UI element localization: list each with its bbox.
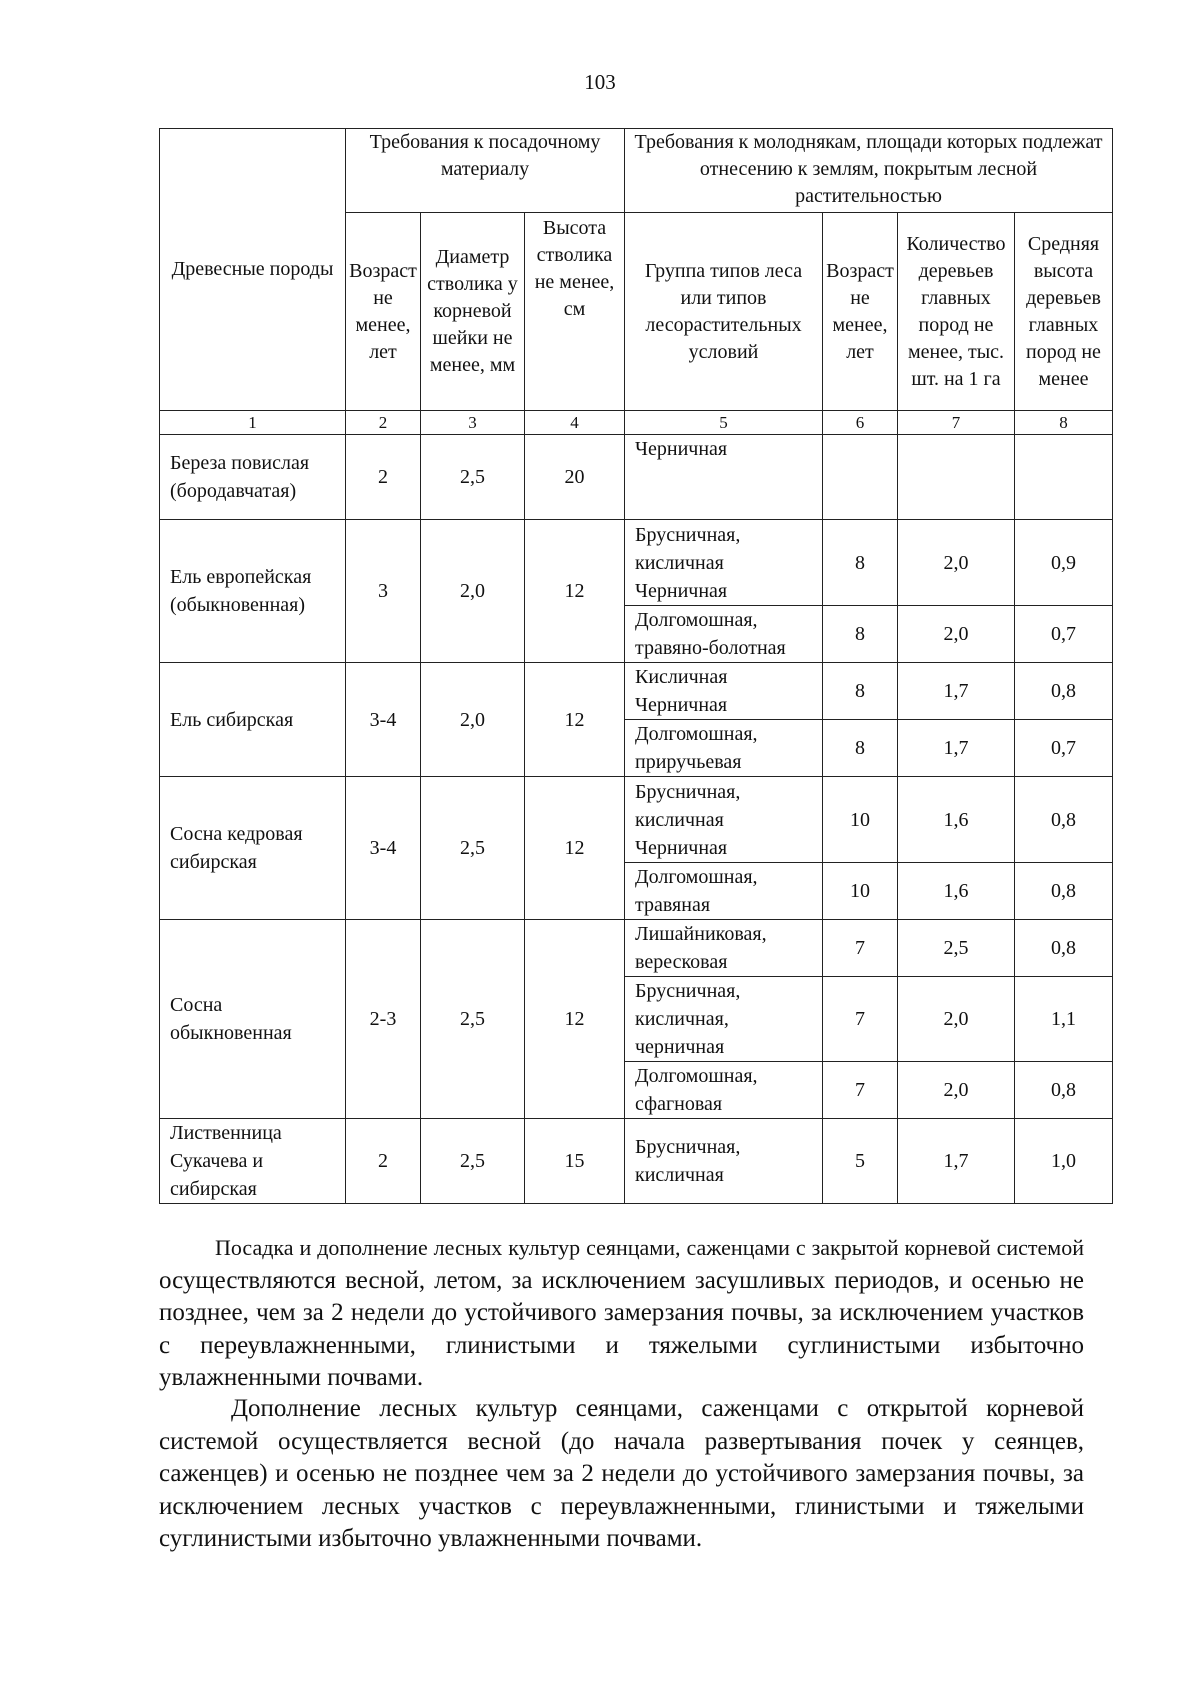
col-number: 5 <box>625 411 823 435</box>
forest-type-cell: Кисличная Черничная <box>625 663 823 720</box>
average-height-cell: 0,8 <box>1015 777 1113 863</box>
header-forest-type: Группа типов леса или типов лесорастительных условий <box>625 213 823 411</box>
young-age-cell: 10 <box>823 863 898 920</box>
col-number: 4 <box>525 411 625 435</box>
species-cell: Сосна кедровая сибирская <box>160 777 346 920</box>
diameter-cell: 2,0 <box>421 663 525 777</box>
tree-count-cell: 2,0 <box>898 1062 1015 1119</box>
young-age-cell: 8 <box>823 663 898 720</box>
header-average-height: Средняя высота деревьев главных пород не менее <box>1015 213 1113 411</box>
average-height-cell: 0,7 <box>1015 720 1113 777</box>
young-age-cell: 7 <box>823 1062 898 1119</box>
header-planting-material: Требования к посадочному материалу <box>346 129 625 213</box>
forest-type-cell: Брусничная, кисличная Черничная <box>625 777 823 863</box>
header-diameter: Диаметр стволика у корневой шейки не менее, мм <box>421 213 525 411</box>
species-cell: Ель европейская (обыкновенная) <box>160 520 346 663</box>
young-age-cell: 8 <box>823 720 898 777</box>
species-cell: Береза повислая (бородавчатая) <box>160 435 346 520</box>
paragraph-closed-root: Посадка и дополнение лесных культур сеянцами, саженцами с закрытой корневой системой осуществляются весной, летом, за исключением засушливых периодов, и осенью не позднее, чем за 2 недели до устойчивого замерзания почвы, за исключением участков с переувлажненными, глинистыми и тяжелыми суглинистыми избыточно увлажненными почвами. <box>159 1235 1084 1391</box>
col-number: 8 <box>1015 411 1113 435</box>
header-tree-count: Количество деревьев главных пород не менее, тыс. шт. на 1 га <box>898 213 1015 411</box>
diameter-cell: 2,5 <box>421 920 525 1119</box>
tree-count-cell: 1,7 <box>898 1119 1015 1204</box>
average-height-cell: 1,0 <box>1015 1119 1113 1204</box>
col-number: 2 <box>346 411 421 435</box>
average-height-cell: 0,8 <box>1015 663 1113 720</box>
header-seedling-age: Возраст не менее, лет <box>346 213 421 411</box>
species-cell: Сосна обыкновенная <box>160 920 346 1119</box>
forest-type-cell: Долгомошная, травяно-болотная <box>625 606 823 663</box>
young-age-cell: 7 <box>823 920 898 977</box>
average-height-cell: 0,8 <box>1015 863 1113 920</box>
stem-height-cell: 12 <box>525 520 625 663</box>
species-cell: Лиственница Сукачева и сибирская <box>160 1119 346 1204</box>
average-height-cell: 0,7 <box>1015 606 1113 663</box>
header-species: Древесные породы <box>160 129 346 411</box>
average-height-cell: 1,1 <box>1015 977 1113 1062</box>
column-numbers-row <box>160 411 1113 435</box>
forest-type-cell: Долгомошная, сфагновая <box>625 1062 823 1119</box>
forest-type-cell: Брусничная, кисличная <box>625 1119 823 1204</box>
col-number: 6 <box>823 411 898 435</box>
seedling-age-cell: 2 <box>346 435 421 520</box>
forest-type-cell: Брусничная, кисличная, черничная <box>625 977 823 1062</box>
diameter-cell: 2,5 <box>421 435 525 520</box>
stem-height-cell: 12 <box>525 920 625 1119</box>
requirements-table <box>159 128 1113 1204</box>
header-stem-height: Высота стволика не менее, см <box>525 213 625 411</box>
table-row <box>160 920 1113 977</box>
seedling-age-cell: 2 <box>346 1119 421 1204</box>
average-height-cell <box>1015 435 1113 520</box>
page-number: 103 <box>584 70 616 94</box>
tree-count-cell <box>898 435 1015 520</box>
col-number: 3 <box>421 411 525 435</box>
tree-count-cell: 1,6 <box>898 777 1015 863</box>
forest-type-cell: Лишайниковая, вересковая <box>625 920 823 977</box>
tree-count-cell: 2,0 <box>898 606 1015 663</box>
young-age-cell: 8 <box>823 520 898 606</box>
stem-height-cell: 12 <box>525 777 625 920</box>
species-cell: Ель сибирская <box>160 663 346 777</box>
stem-height-cell: 15 <box>525 1119 625 1204</box>
young-age-cell: 7 <box>823 977 898 1062</box>
table-row <box>160 1119 1113 1204</box>
table-row <box>160 435 1113 520</box>
tree-count-cell: 1,7 <box>898 720 1015 777</box>
forest-type-cell: Черничная <box>625 435 823 520</box>
seedling-age-cell: 2-3 <box>346 920 421 1119</box>
diameter-cell: 2,5 <box>421 777 525 920</box>
tree-count-cell: 2,0 <box>898 520 1015 606</box>
header-young-growth: Требования к молоднякам, площади которых подлежат отнесению к землям, покрытым лесной растительностью <box>625 129 1113 213</box>
paragraph-open-root: Дополнение лесных культур сеянцами, саженцами с открытой корневой системой осуществляется весной (до начала развертывания почек у сеянцев, саженцев) и осенью не позднее чем за 2 недели до устойчивого замерзания почвы, за исключением лесных участков с переувлажненными, глинистыми и тяжелыми суглинистыми избыточно увлажненными почвами. <box>159 1395 1084 1552</box>
tree-count-cell: 1,6 <box>898 863 1015 920</box>
diameter-cell: 2,5 <box>421 1119 525 1204</box>
stem-height-cell: 20 <box>525 435 625 520</box>
col-number: 1 <box>160 411 346 435</box>
table-body <box>160 129 1113 1204</box>
young-age-cell: 5 <box>823 1119 898 1204</box>
table-row <box>160 663 1113 720</box>
forest-type-cell: Долгомошная, травяная <box>625 863 823 920</box>
tree-count-cell: 1,7 <box>898 663 1015 720</box>
seedling-age-cell: 3-4 <box>346 777 421 920</box>
diameter-cell: 2,0 <box>421 520 525 663</box>
average-height-cell: 0,9 <box>1015 520 1113 606</box>
table-row <box>160 777 1113 863</box>
young-age-cell: 10 <box>823 777 898 863</box>
header-young-age: Возраст не менее, лет <box>823 213 898 411</box>
tree-count-cell: 2,5 <box>898 920 1015 977</box>
young-age-cell: 8 <box>823 606 898 663</box>
col-number: 7 <box>898 411 1015 435</box>
average-height-cell: 0,8 <box>1015 920 1113 977</box>
table-row <box>160 520 1113 606</box>
young-age-cell <box>823 435 898 520</box>
forest-type-cell: Долгомошная, приручьевая <box>625 720 823 777</box>
seedling-age-cell: 3 <box>346 520 421 663</box>
stem-height-cell: 12 <box>525 663 625 777</box>
tree-count-cell: 2,0 <box>898 977 1015 1062</box>
forest-type-cell: Брусничная, кисличная Черничная <box>625 520 823 606</box>
seedling-age-cell: 3-4 <box>346 663 421 777</box>
average-height-cell: 0,8 <box>1015 1062 1113 1119</box>
